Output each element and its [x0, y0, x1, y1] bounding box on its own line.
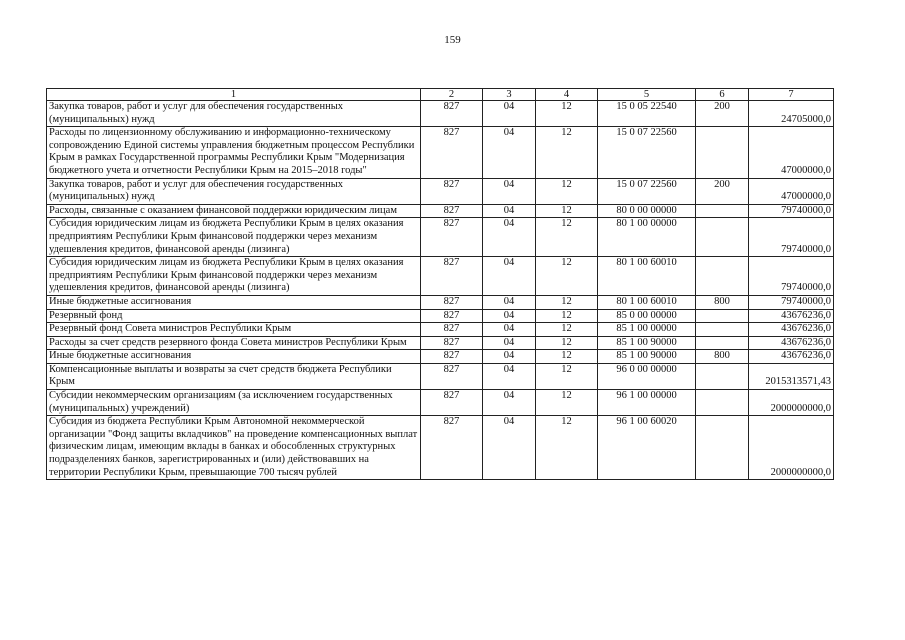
section-code-cell: 04	[483, 101, 536, 127]
department-code-cell: 827	[421, 101, 483, 127]
department-code-cell: 827	[421, 204, 483, 218]
subsection-code-cell: 12	[536, 309, 598, 323]
target-article-cell: 15 0 05 22540	[598, 101, 696, 127]
target-article-cell: 80 1 00 00000	[598, 218, 696, 257]
section-code-cell: 04	[483, 350, 536, 364]
table-row	[47, 323, 834, 337]
target-article-cell: 80 0 00 00000	[598, 204, 696, 218]
expense-type-cell: 800	[696, 295, 749, 309]
section-code-cell: 04	[483, 336, 536, 350]
item-name-cell: Резервный фонд Совета министров Республики Крым	[47, 323, 421, 337]
section-code-cell: 04	[483, 295, 536, 309]
item-name-cell: Компенсационные выплаты и возвраты за счет средств бюджета Республики Крым	[47, 363, 421, 389]
amount-cell: 2000000000,0	[749, 390, 834, 416]
table-row	[47, 295, 834, 309]
header-cell: 3	[483, 89, 536, 101]
amount-cell: 79740000,0	[749, 204, 834, 218]
department-code-cell: 827	[421, 309, 483, 323]
header-cell: 6	[696, 89, 749, 101]
subsection-code-cell: 12	[536, 416, 598, 480]
item-name-cell: Субсидия из бюджета Республики Крым Автономной некоммерческой организации "Фонд защиты вкладчиков" на проведение компенсационных выплат физическим лицам, имеющим вклады в банках и обособленных структурных подразделениях банков, зарегистрированных и (или) действовавших на территории Республики Крым, превышающие 700 тысяч рублей	[47, 416, 421, 480]
target-article-cell: 85 1 00 90000	[598, 350, 696, 364]
subsection-code-cell: 12	[536, 390, 598, 416]
table-row	[47, 350, 834, 364]
section-code-cell: 04	[483, 204, 536, 218]
header-cell: 2	[421, 89, 483, 101]
department-code-cell: 827	[421, 390, 483, 416]
section-code-cell: 04	[483, 127, 536, 178]
table-row	[47, 390, 834, 416]
expense-type-cell	[696, 363, 749, 389]
item-name-cell: Иные бюджетные ассигнования	[47, 350, 421, 364]
target-article-cell: 15 0 07 22560	[598, 178, 696, 204]
subsection-code-cell: 12	[536, 295, 598, 309]
department-code-cell: 827	[421, 350, 483, 364]
amount-cell: 79740000,0	[749, 218, 834, 257]
subsection-code-cell: 12	[536, 204, 598, 218]
expense-type-cell	[696, 323, 749, 337]
subsection-code-cell: 12	[536, 323, 598, 337]
department-code-cell: 827	[421, 178, 483, 204]
department-code-cell: 827	[421, 336, 483, 350]
header-cell: 5	[598, 89, 696, 101]
department-code-cell: 827	[421, 127, 483, 178]
item-name-cell: Расходы по лицензионному обслуживанию и информационно-техническому сопровождению Единой системы управления бюджетным процессом Республики Крым в рамках Государственной программы Республики Крым "Модернизация бюджетного учета и отчетности Республики Крым на 2015–2018 годы"	[47, 127, 421, 178]
amount-cell: 43676236,0	[749, 323, 834, 337]
table-row	[47, 363, 834, 389]
department-code-cell: 827	[421, 323, 483, 337]
amount-cell: 47000000,0	[749, 178, 834, 204]
subsection-code-cell: 12	[536, 101, 598, 127]
expense-type-cell	[696, 309, 749, 323]
item-name-cell: Субсидии некоммерческим организациям (за исключением государственных (муниципальных) учреждений)	[47, 390, 421, 416]
subsection-code-cell: 12	[536, 218, 598, 257]
target-article-cell: 96 0 00 00000	[598, 363, 696, 389]
section-code-cell: 04	[483, 390, 536, 416]
target-article-cell: 80 1 00 60010	[598, 257, 696, 296]
amount-cell: 2015313571,43	[749, 363, 834, 389]
header-cell: 7	[749, 89, 834, 101]
expense-type-cell	[696, 127, 749, 178]
budget-table	[46, 88, 834, 480]
amount-cell: 47000000,0	[749, 127, 834, 178]
target-article-cell: 85 1 00 90000	[598, 336, 696, 350]
header-cell: 4	[536, 89, 598, 101]
department-code-cell: 827	[421, 218, 483, 257]
table-row	[47, 218, 834, 257]
target-article-cell: 80 1 00 60010	[598, 295, 696, 309]
section-code-cell: 04	[483, 309, 536, 323]
table-row	[47, 416, 834, 480]
table-row	[47, 178, 834, 204]
amount-cell: 79740000,0	[749, 257, 834, 296]
target-article-cell: 96 1 00 60020	[598, 416, 696, 480]
table-row	[47, 309, 834, 323]
table-row	[47, 204, 834, 218]
subsection-code-cell: 12	[536, 363, 598, 389]
section-code-cell: 04	[483, 218, 536, 257]
table-row	[47, 257, 834, 296]
header-cell: 1	[47, 89, 421, 101]
subsection-code-cell: 12	[536, 336, 598, 350]
expense-type-cell	[696, 390, 749, 416]
item-name-cell: Закупка товаров, работ и услуг для обеспечения государственных (муниципальных) нужд	[47, 101, 421, 127]
page-number: 159	[444, 34, 461, 46]
table-row	[47, 127, 834, 178]
table-body	[47, 89, 834, 480]
department-code-cell: 827	[421, 416, 483, 480]
item-name-cell: Резервный фонд	[47, 309, 421, 323]
table-header-row	[47, 89, 834, 101]
subsection-code-cell: 12	[536, 127, 598, 178]
amount-cell: 79740000,0	[749, 295, 834, 309]
expense-type-cell	[696, 336, 749, 350]
subsection-code-cell: 12	[536, 178, 598, 204]
subsection-code-cell: 12	[536, 257, 598, 296]
expense-type-cell: 200	[696, 178, 749, 204]
section-code-cell: 04	[483, 323, 536, 337]
item-name-cell: Субсидия юридическим лицам из бюджета Республики Крым в целях оказания предприятиям Республики Крым финансовой поддержки через механизм удешевления кредитов, финансовой аренды (лизинга)	[47, 257, 421, 296]
subsection-code-cell: 12	[536, 350, 598, 364]
expense-type-cell: 800	[696, 350, 749, 364]
table-row	[47, 336, 834, 350]
item-name-cell: Иные бюджетные ассигнования	[47, 295, 421, 309]
target-article-cell: 15 0 07 22560	[598, 127, 696, 178]
amount-cell: 43676236,0	[749, 336, 834, 350]
item-name-cell: Субсидия юридическим лицам из бюджета Республики Крым в целях оказания предприятиям Республики Крым финансовой поддержки через механизм удешевления кредитов, финансовой аренды (лизинга)	[47, 218, 421, 257]
item-name-cell: Расходы, связанные с оказанием финансовой поддержки юридическим лицам	[47, 204, 421, 218]
target-article-cell: 85 1 00 00000	[598, 323, 696, 337]
target-article-cell: 85 0 00 00000	[598, 309, 696, 323]
section-code-cell: 04	[483, 363, 536, 389]
target-article-cell: 96 1 00 00000	[598, 390, 696, 416]
section-code-cell: 04	[483, 257, 536, 296]
expense-type-cell	[696, 416, 749, 480]
amount-cell: 43676236,0	[749, 350, 834, 364]
expense-type-cell	[696, 204, 749, 218]
section-code-cell: 04	[483, 416, 536, 480]
department-code-cell: 827	[421, 363, 483, 389]
department-code-cell: 827	[421, 295, 483, 309]
expense-type-cell	[696, 218, 749, 257]
item-name-cell: Расходы за счет средств резервного фонда Совета министров Республики Крым	[47, 336, 421, 350]
table-row	[47, 101, 834, 127]
department-code-cell: 827	[421, 257, 483, 296]
item-name-cell: Закупка товаров, работ и услуг для обеспечения государственных (муниципальных) нужд	[47, 178, 421, 204]
expense-type-cell: 200	[696, 101, 749, 127]
expense-type-cell	[696, 257, 749, 296]
amount-cell: 24705000,0	[749, 101, 834, 127]
section-code-cell: 04	[483, 178, 536, 204]
amount-cell: 43676236,0	[749, 309, 834, 323]
amount-cell: 2000000000,0	[749, 416, 834, 480]
